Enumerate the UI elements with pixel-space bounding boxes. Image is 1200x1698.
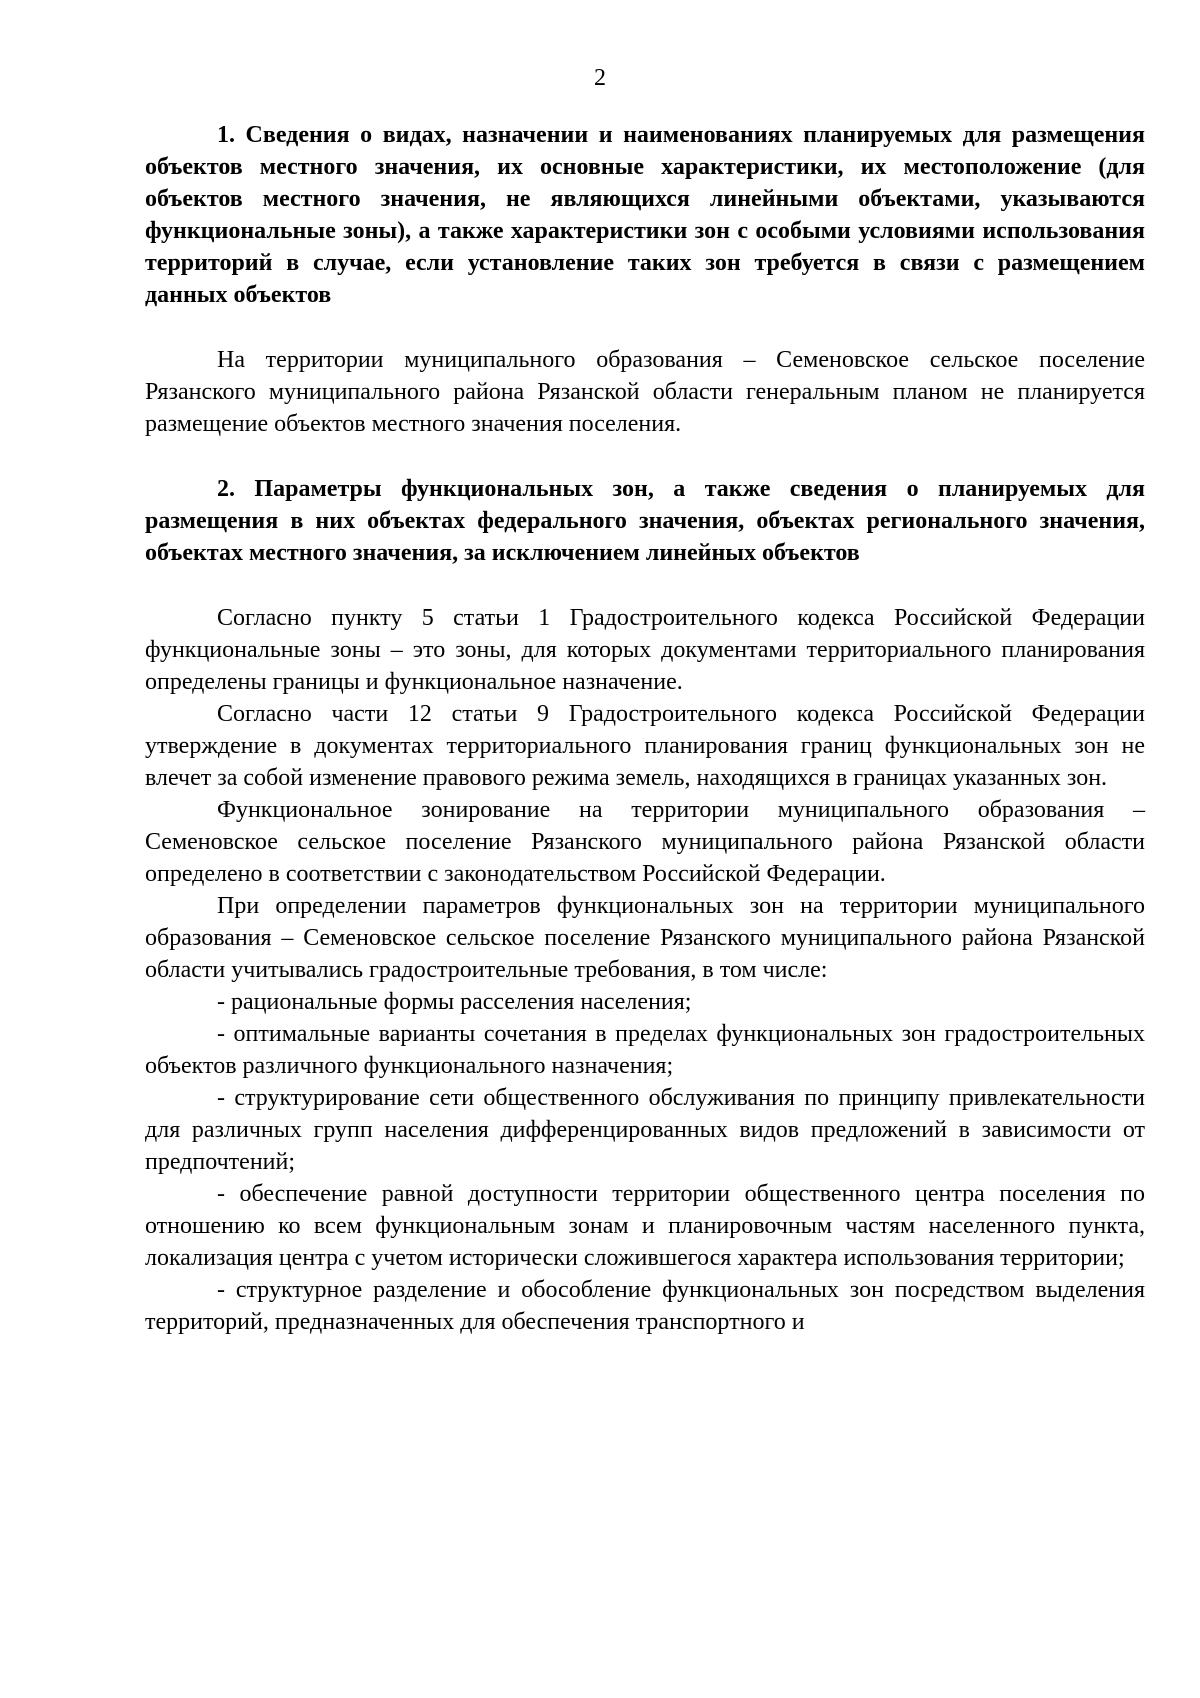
list-item: - оптимальные варианты сочетания в пределах функциональных зон градостроительных объектов различного функционального назначения;: [145, 1021, 1145, 1079]
section-2-heading: 2. Параметры функциональных зон, а также сведения о планируемых для размещения в них объектах федерального значения, объектах регионального значения, объектах местного значения, за исключением линейных объектов: [145, 476, 1145, 566]
list-item: - структурирование сети общественного обслуживания по принципу привлекательности для различных групп населения дифференцированных видов предложений в зависимости от предпочтений;: [145, 1085, 1145, 1175]
list-item: - структурное разделение и обособление функциональных зон посредством выделения территорий, предназначенных для обеспечения транспортного и: [145, 1277, 1145, 1335]
list-item: - рациональные формы расселения населения;: [217, 989, 692, 1015]
section-1-paragraph: На территории муниципального образования – Семеновское сельское поселение Рязанского муниципального района Рязанской области генеральным планом не планируется размещение объектов местного значения поселения.: [145, 347, 1145, 437]
section-2-paragraph: Функциональное зонирование на территории муниципального образования – Семеновское сельское поселение Рязанского муниципального района Рязанской области определено в соответствии с законодательством Российской Федерации.: [145, 797, 1145, 887]
list-item: - обеспечение равной доступности территории общественного центра поселения по отношению ко всем функциональным зонам и планировочным частям населенного пункта, локализация центра с учетом исторически сложившегося характера использования территории;: [145, 1181, 1145, 1271]
section-2-paragraph: При определении параметров функциональных зон на территории муниципального образования – Семеновское сельское поселение Рязанского муниципального района Рязанской области учитывались градостроительные требования, в том числе:: [145, 893, 1145, 983]
section-1-heading: 1. Сведения о видах, назначении и наименованиях планируемых для размещения объектов местного значения, их основные характеристики, их местоположение (для объектов местного значения, не являющихся линейными объектами, указываются функциональные зоны), а также характеристики зон с особыми условиями использования территорий в случае, если установление таких зон требуется в связи с размещением данных объектов: [145, 122, 1145, 308]
page-number: 2: [594, 65, 606, 91]
section-2-paragraph: Согласно части 12 статьи 9 Градостроительного кодекса Российской Федерации утверждение в документах территориального планирования границ функциональных зон не влечет за собой изменение правового режима земель, находящихся в границах указанных зон.: [145, 701, 1145, 791]
section-2-paragraph: Согласно пункту 5 статьи 1 Градостроительного кодекса Российской Федерации функциональные зоны – это зоны, для которых документами территориального планирования определены границы и функциональное назначение.: [145, 605, 1145, 695]
document-body: [145, 119, 1145, 1338]
